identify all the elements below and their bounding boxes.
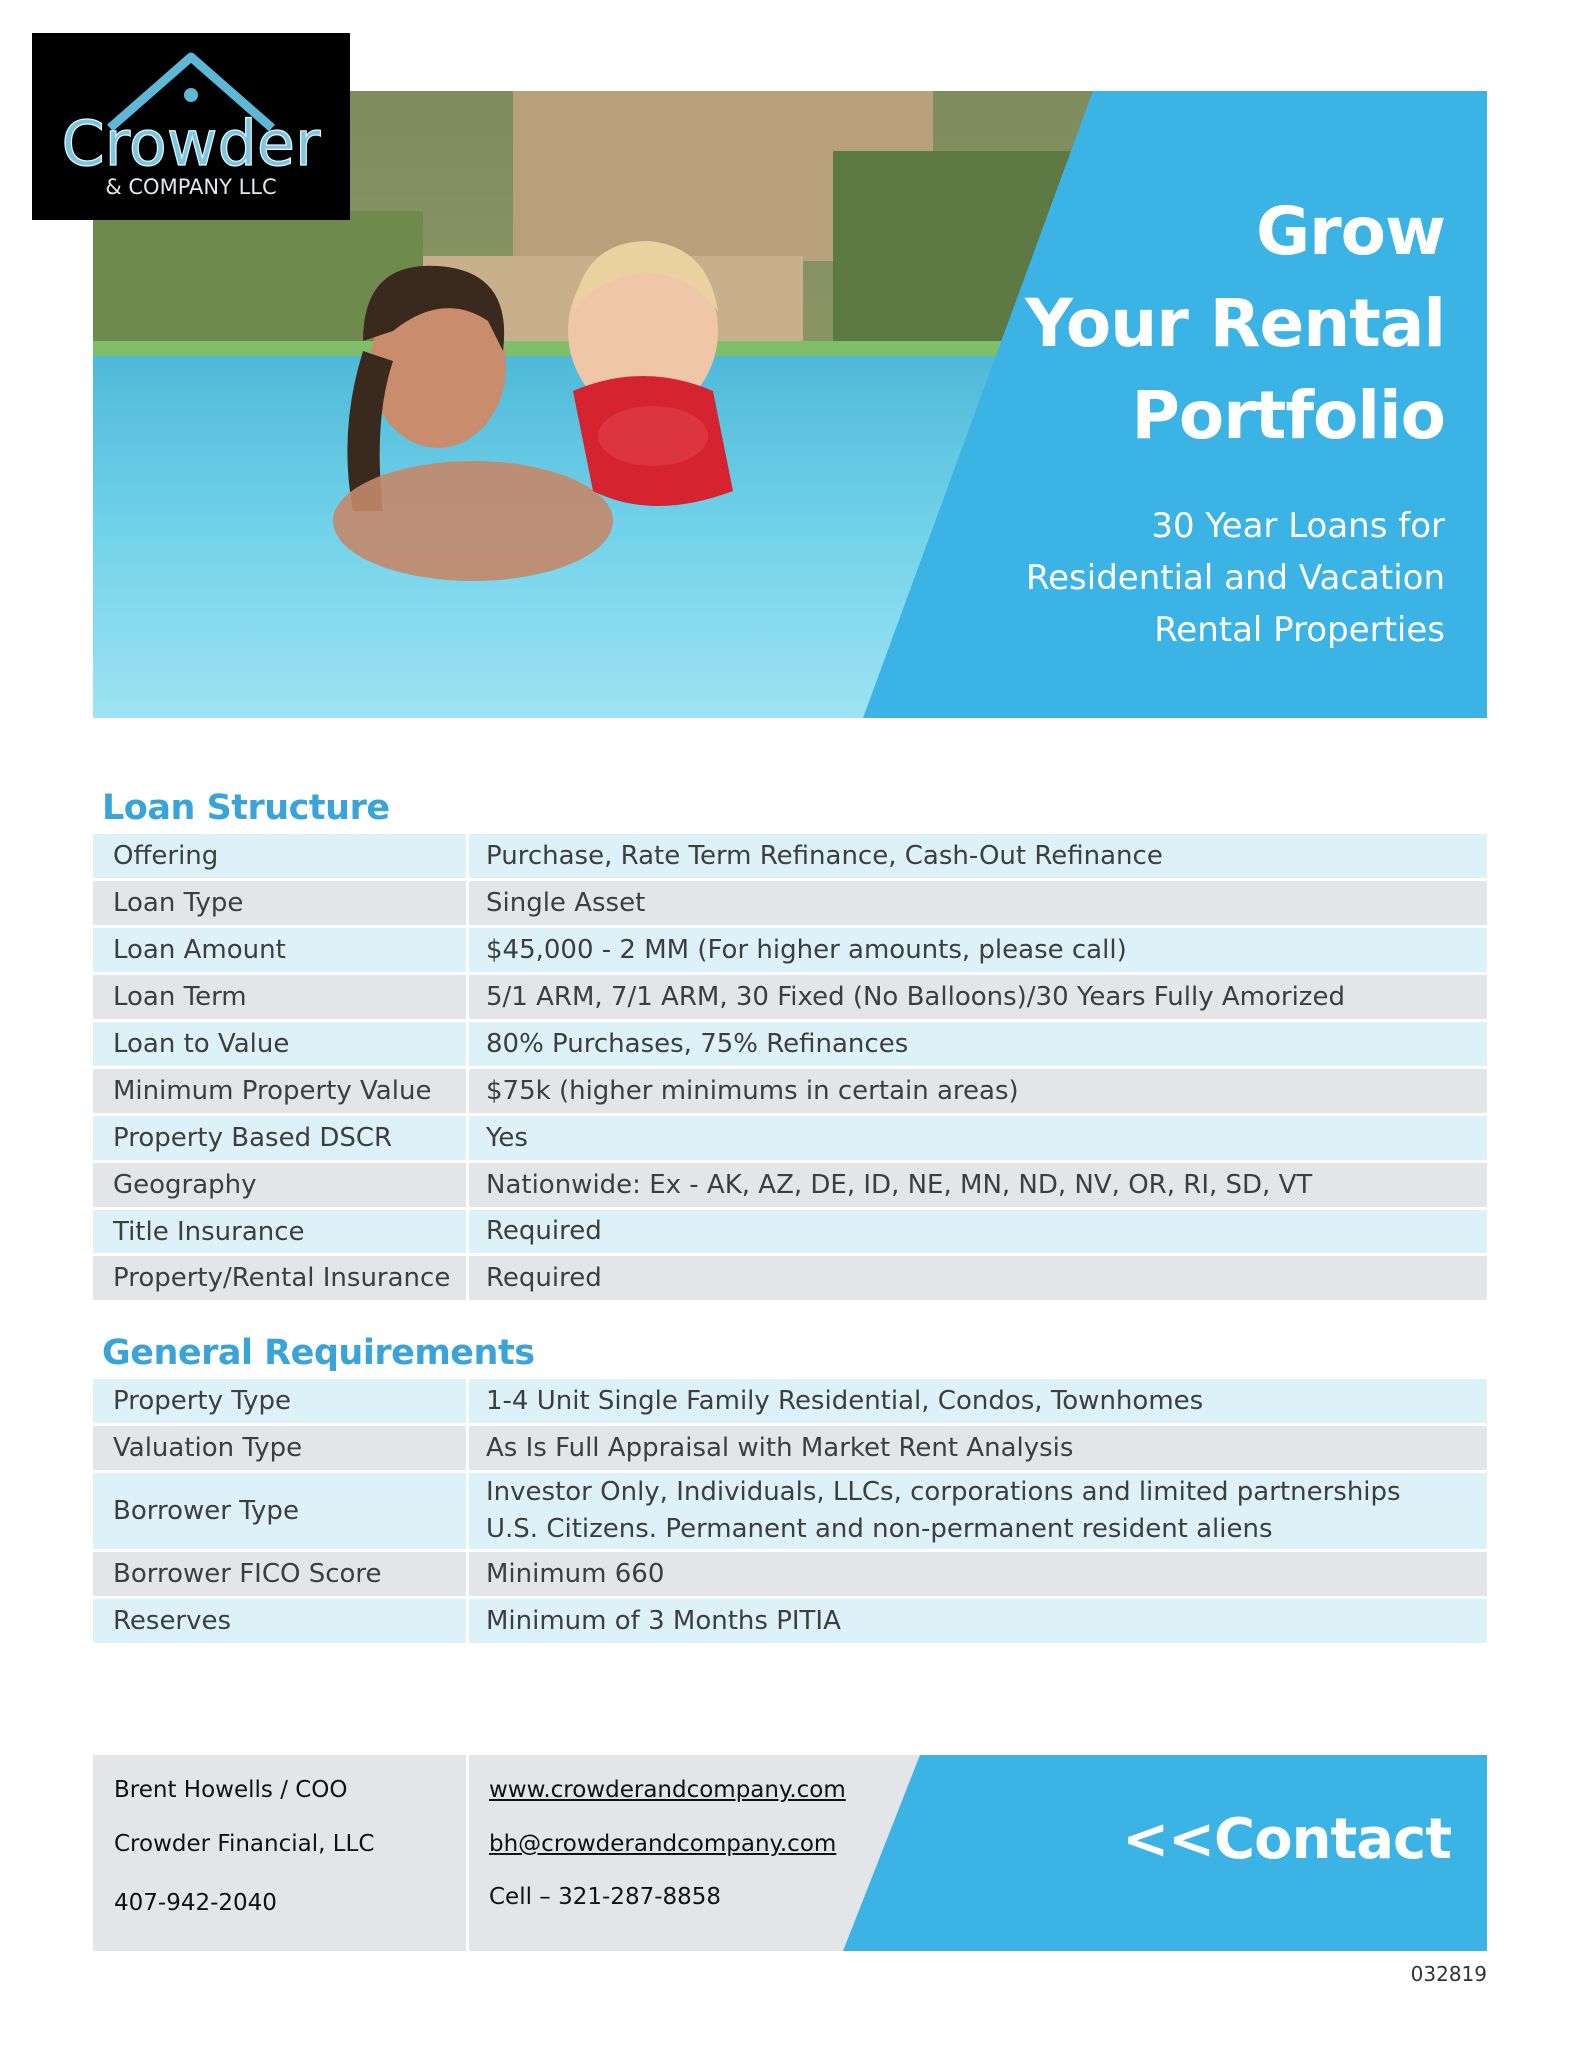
table-row [93,1426,1487,1470]
row-value: Nationwide: Ex - AK, AZ, DE, ID, NE, MN, ND, NV, OR, RI, SD, VT [469,1163,1487,1207]
loan-structure-table [93,834,1487,1303]
row-value: Yes [469,1116,1487,1160]
table-row [93,1599,1487,1643]
logo-subname: & COMPANY LLC [105,175,277,199]
hero-subtitle-line: 30 Year Loans for [1151,506,1445,546]
row-label: Offering [93,834,466,878]
document-code: 032819 [1410,1962,1487,1986]
hero-subtitle-line: Rental Properties [1154,610,1445,650]
contact-cta: <<Contact [1122,1807,1451,1872]
logo-name: Crowder [61,107,321,180]
row-value [469,1473,1487,1549]
company-logo [32,33,350,220]
row-value: Required [469,1210,1487,1253]
row-label: Property/Rental Insurance [93,1256,466,1300]
contact-name: Brent Howells / COO [114,1777,348,1803]
table-row [93,1256,1487,1300]
row-label: Title Insurance [93,1210,466,1253]
row-value: 5/1 ARM, 7/1 ARM, 30 Fixed (No Balloons)/30 Years Fully Amorized [469,975,1487,1019]
row-value: As Is Full Appraisal with Market Rent Analysis [469,1426,1487,1470]
row-value: 1-4 Unit Single Family Residential, Condos, Townhomes [469,1379,1487,1423]
row-value: Required [469,1256,1487,1300]
hero-title-line: Grow [1255,193,1445,270]
contact-phone: 407-942-2040 [114,1890,277,1916]
row-label: Geography [93,1163,466,1207]
general-requirements-title: General Requirements [102,1333,535,1373]
row-label: Borrower Type [93,1473,466,1549]
table-row [93,881,1487,925]
row-value: Single Asset [469,881,1487,925]
row-label: Borrower FICO Score [93,1552,466,1596]
email-link[interactable]: bh@crowderandcompany.com [489,1831,837,1857]
table-row [93,1473,1487,1549]
row-value: Purchase, Rate Term Refinance, Cash-Out Refinance [469,834,1487,878]
table-row [93,1069,1487,1113]
row-value: $45,000 - 2 MM (For higher amounts, please call) [469,928,1487,972]
row-label: Loan Term [93,975,466,1019]
row-label: Property Based DSCR [93,1116,466,1160]
website-link[interactable]: www.crowderandcompany.com [489,1777,846,1803]
row-label: Loan to Value [93,1022,466,1066]
table-row [93,1552,1487,1596]
row-label: Property Type [93,1379,466,1423]
hero-text [1025,186,1445,656]
row-label: Loan Type [93,881,466,925]
row-label: Reserves [93,1599,466,1643]
row-value-line: U.S. Citizens. Permanent and non-permanent resident aliens [486,1514,1273,1544]
table-row [93,1116,1487,1160]
hero-title [1025,186,1445,462]
table-row [93,928,1487,972]
hero-title-line: Portfolio [1131,377,1445,454]
row-value: Minimum of 3 Months PITIA [469,1599,1487,1643]
row-label: Loan Amount [93,928,466,972]
table-row [93,1210,1487,1253]
hero-subtitle-line: Residential and Vacation [1026,558,1445,598]
table-row [93,834,1487,878]
table-row [93,1163,1487,1207]
contact-cell: Cell – 321-287-8858 [489,1884,722,1910]
row-value-line: Investor Only, Individuals, LLCs, corporations and limited partnerships [486,1477,1401,1507]
hero-subtitle [1025,500,1445,656]
loan-structure-title: Loan Structure [102,788,390,828]
row-label: Minimum Property Value [93,1069,466,1113]
contact-footer [93,1755,1487,1951]
row-value: Minimum 660 [469,1552,1487,1596]
row-label: Valuation Type [93,1426,466,1470]
row-value: 80% Purchases, 75% Refinances [469,1022,1487,1066]
hero-title-line: Your Rental [1025,285,1445,362]
row-value: $75k (higher minimums in certain areas) [469,1069,1487,1113]
general-requirements-table [93,1379,1487,1646]
table-row [93,1379,1487,1423]
table-row [93,975,1487,1019]
contact-company: Crowder Financial, LLC [114,1831,375,1857]
table-row [93,1022,1487,1066]
